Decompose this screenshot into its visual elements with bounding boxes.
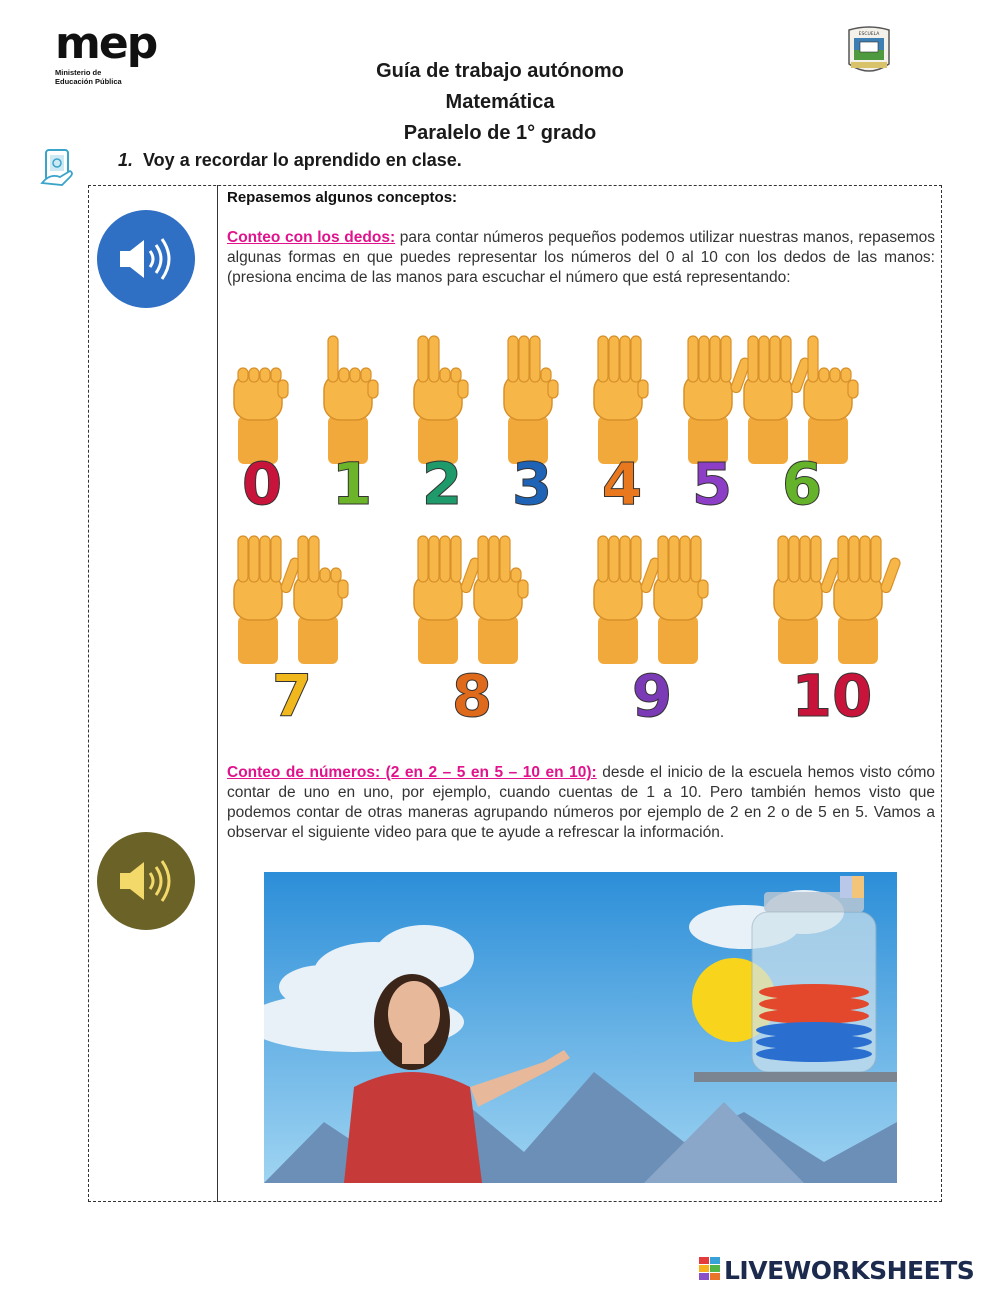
finger-number-label: 3 — [511, 450, 553, 518]
finger-number-10[interactable] — [774, 536, 901, 730]
audio-button-1[interactable] — [97, 210, 195, 308]
audio-button-2[interactable] — [97, 832, 195, 930]
finger-number-label: 9 — [631, 662, 673, 730]
question-text: Voy a recordar lo aprendido en clase. — [143, 150, 462, 170]
finger-number-label: 0 — [241, 450, 283, 518]
finger-number-2[interactable] — [414, 336, 468, 518]
column-divider — [217, 185, 218, 1202]
tablet-hand-icon — [40, 147, 78, 187]
mep-logo-subtitle-1: Ministerio de — [55, 68, 102, 77]
finger-number-label: 1 — [331, 450, 373, 518]
finger-number-label: 5 — [691, 450, 733, 518]
liveworksheets-brand: LIVEWORKSHEETS — [724, 1256, 975, 1285]
liveworksheets-logo-icon — [699, 1257, 721, 1287]
finger-number-label: 2 — [421, 450, 463, 518]
page-title: Guía de trabajo autónomo — [376, 60, 624, 82]
finger-number-label: 6 — [781, 450, 823, 518]
question-1 — [118, 150, 462, 171]
video-thumbnail[interactable] — [264, 872, 897, 1183]
liveworksheets-logo — [699, 1256, 974, 1287]
finger-number-7[interactable] — [234, 536, 348, 730]
section-heading: Repasemos algunos conceptos: — [227, 189, 458, 206]
skip-counting-text: desde el inicio de la escuela hemos visto cómo contar de uno en uno, por ejemplo, cuando cuentas de 1 a 10. Pero también hemos visto que podemos contar de otras maneras agrupando números por ejemplo de 2 en 2 o de 5 en 5. Vamos a observar el siguiente video para que te ayude a refrescar la información. — [227, 764, 936, 841]
finger-number-label: 10 — [791, 662, 873, 730]
finger-counting-illustration[interactable] — [222, 316, 922, 736]
skip-counting-paragraph — [227, 763, 935, 843]
finger-number-5[interactable] — [684, 336, 751, 518]
grade-title: Paralelo de 1° grado — [403, 122, 597, 144]
finger-number-0[interactable] — [234, 368, 288, 518]
finger-number-4[interactable] — [594, 336, 648, 518]
finger-number-9[interactable] — [594, 536, 708, 730]
question-number: 1. — [118, 150, 134, 170]
mep-logo-subtitle-2: Educación Pública — [55, 77, 122, 86]
finger-number-label: 4 — [601, 450, 643, 518]
mep-logo-word: mep — [55, 18, 157, 69]
finger-counting-paragraph — [227, 228, 935, 288]
finger-counting-text: para contar números pequeños podemos utilizar nuestras manos, repasemos algunas formas en que puedes representar los números del 0 al 10 con los dedos de las manos: (presiona encima de las manos para escuchar el número que está representando: — [227, 229, 936, 286]
finger-number-label: 8 — [451, 662, 493, 730]
skip-counting-label: Conteo de números: (2 en 2 – 5 en 5 – 10 en 10): — [227, 764, 597, 781]
finger-counting-label: Conteo con los dedos: — [227, 229, 396, 246]
svg-text:ESCUELA: ESCUELA — [858, 32, 880, 37]
finger-number-3[interactable] — [504, 336, 558, 518]
finger-number-6[interactable] — [744, 336, 858, 518]
speaker-icon — [116, 856, 176, 906]
subject-title: Matemática — [445, 91, 555, 113]
finger-number-8[interactable] — [414, 536, 528, 730]
finger-number-label: 7 — [271, 662, 313, 730]
school-crest-icon — [846, 24, 892, 78]
finger-number-1[interactable] — [324, 336, 378, 518]
speaker-icon — [116, 234, 176, 284]
